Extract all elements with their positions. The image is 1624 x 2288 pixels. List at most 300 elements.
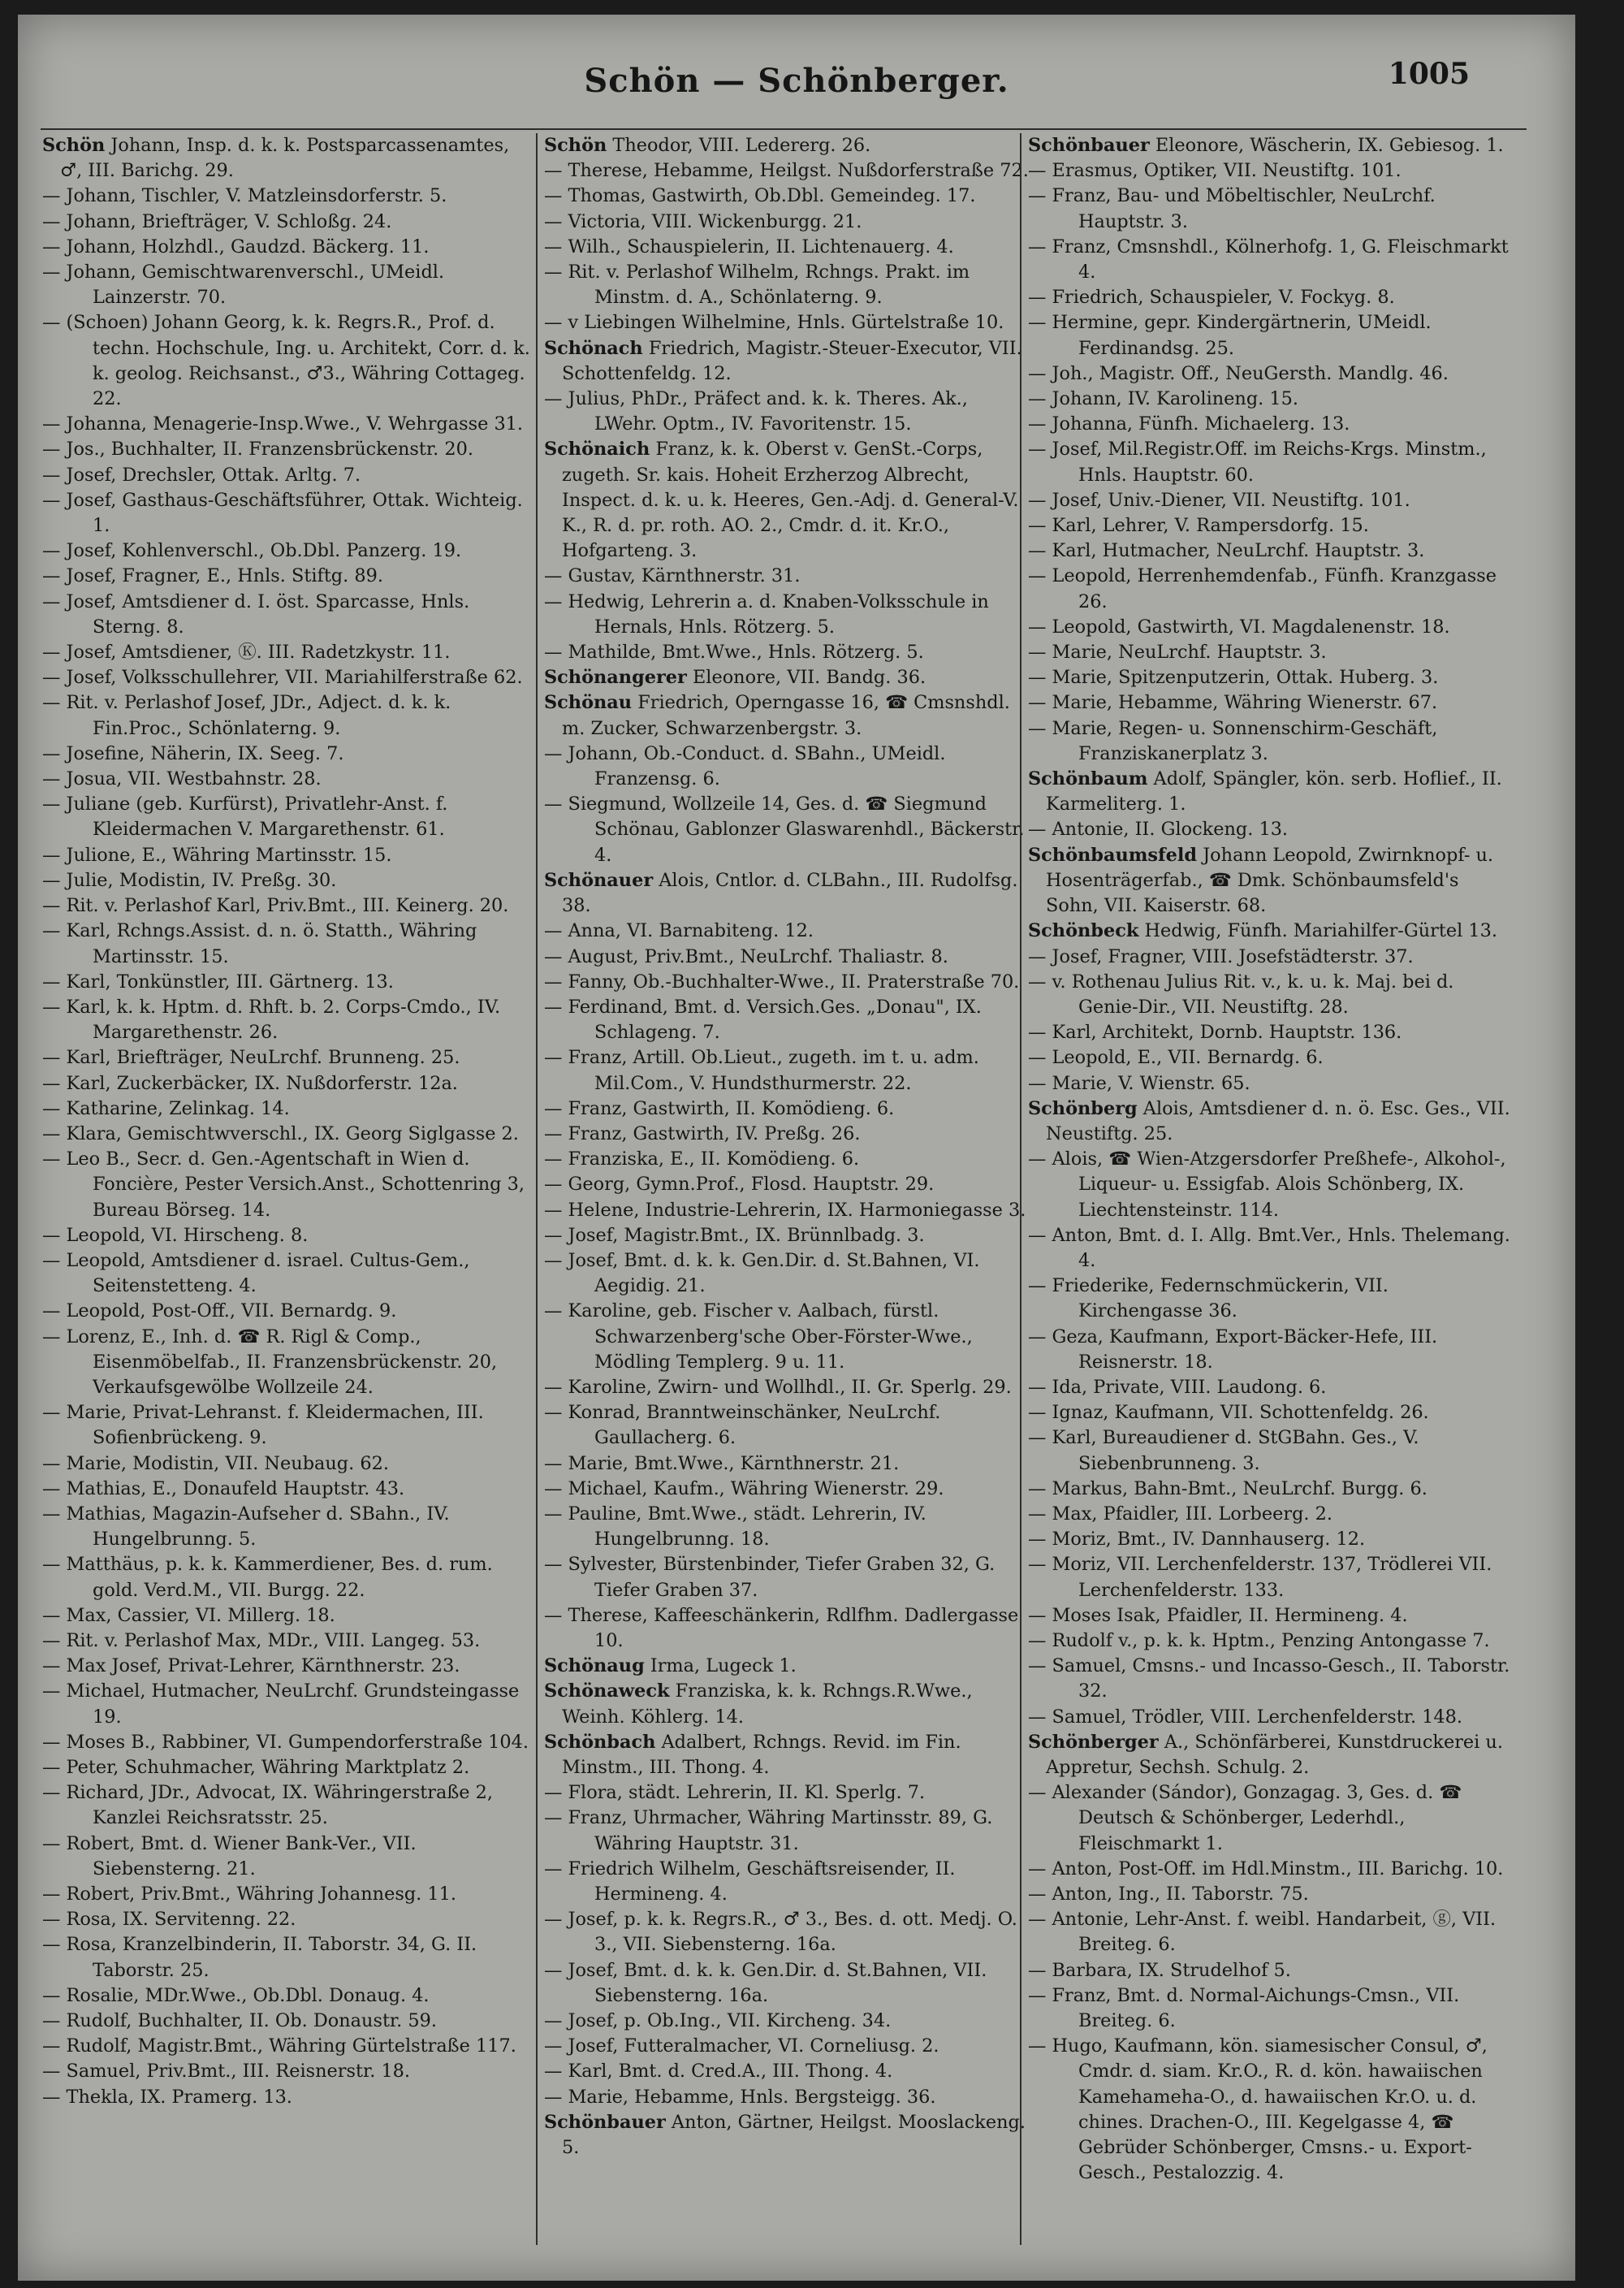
directory-entry: [1028, 640, 1517, 665]
directory-entry: [544, 1654, 1033, 1679]
directory-entry: [1028, 361, 1517, 387]
entry-text: — Karl, Rchngs.Assist. d. n. ö. Statth., Währing Martinsstr. 15.: [42, 920, 477, 967]
directory-entry: [1028, 716, 1517, 767]
entry-text: — Rudolf v., p. k. k. Hptm., Penzing Antongasse 7.: [1028, 1629, 1490, 1651]
entry-text: — Rudolf, Magistr.Bmt., Währing Gürtelstraße 117.: [42, 2035, 516, 2057]
directory-entry: [544, 1198, 1033, 1223]
entry-surname: Schönau: [544, 692, 633, 714]
entry-text: — Max, Pfaidler, III. Lorbeerg. 2.: [1028, 1503, 1333, 1525]
entry-text: Hedwig, Fünfh. Mariahilfer-Gürtel 13.: [1138, 920, 1497, 942]
entry-text: — Johann, Gemischtwarenverschl., UMeidl. Lainzerstr. 70.: [42, 262, 445, 309]
directory-entry: [42, 2085, 531, 2110]
directory-entry: [544, 2085, 1033, 2110]
entry-text: Irma, Lugeck 1.: [644, 1655, 797, 1677]
entry-text: Johann Leopold, Zwirnknopf- u. Hosenträgerfab., ☎ Dmk. Schönbaumsfeld's Sohn, VII. Kaiserstr. 68.: [1046, 844, 1494, 917]
entry-surname: Schönach: [544, 337, 643, 359]
directory-entry: [544, 1907, 1033, 1957]
directory-entry: [1028, 817, 1517, 842]
entry-surname: Schönangerer: [544, 667, 687, 689]
entry-text: — Georg, Gymn.Prof., Flosd. Hauptstr. 29.: [544, 1174, 935, 1196]
entry-text: — Marie, Modistin, VII. Neubaug. 62.: [42, 1452, 389, 1474]
directory-entry: [1028, 513, 1517, 538]
entry-text: — Marie, Hebamme, Hnls. Bergsteigg. 36.: [544, 2086, 936, 2108]
entry-surname: Schönbauer: [1028, 135, 1150, 156]
entry-text: — Josef, Mil.Registr.Off. im Reichs-Krgs. Minstm., Hnls. Hauptstr. 60.: [1028, 439, 1487, 486]
directory-entry: [1028, 1477, 1517, 1502]
directory-entry: [1028, 1983, 1517, 2034]
entry-text: — Karl, Zuckerbäcker, IX. Nußdorferstr. 12a.: [42, 1072, 458, 1094]
directory-entry: [42, 742, 531, 767]
directory-entry: [42, 538, 531, 564]
directory-entry: [42, 488, 531, 538]
entry-text: — Robert, Bmt. d. Wiener Bank-Ver., VII. Siebensterng. 21.: [42, 1832, 417, 1879]
entry-text: — Leopold, Herrenhemdenfab., Fünfh. Kranzgasse 26.: [1028, 565, 1497, 612]
directory-entry: [1028, 285, 1517, 310]
directory-entry: [544, 742, 1033, 792]
entry-text: — Franz, Bmt. d. Normal-Aichungs-Cmsn., VII. Breiteg. 6.: [1028, 1984, 1460, 2032]
directory-entry: [42, 1882, 531, 1907]
entry-text: — Thomas, Gastwirth, Ob.Dbl. Gemeindeg. 17.: [544, 185, 976, 207]
directory-entry: [544, 919, 1033, 944]
page-title: Schön — Schönberger.: [584, 62, 1009, 100]
entry-text: Friedrich, Magistr.-Steuer-Executor, VII. Schottenfeldg. 12.: [562, 337, 1022, 384]
directory-entry: [1028, 488, 1517, 513]
column-3: [1028, 133, 1517, 2245]
entry-text: — Samuel, Cmsns.- und Incasso-Gesch., II. Taborstr. 32.: [1028, 1655, 1510, 1702]
entry-text: Adolf, Spängler, kön. serb. Hoflief., II. Karmeliterg. 1.: [1046, 768, 1502, 815]
entry-text: — Hermine, gepr. Kindergärtnerin, UMeidl. Ferdinandsg. 25.: [1028, 312, 1432, 359]
entry-text: — Josef, Bmt. d. k. k. Gen.Dir. d. St.Bahnen, VI. Aegidig. 21.: [544, 1249, 980, 1297]
directory-entry: [544, 260, 1033, 310]
entry-text: — Josef, Univ.-Diener, VII. Neustiftg. 101.: [1028, 489, 1410, 511]
directory-entry: [1028, 970, 1517, 1020]
directory-entry: [1028, 1907, 1517, 1957]
directory-entry: [1028, 1400, 1517, 1425]
entry-text: — Karoline, geb. Fischer v. Aalbach, fürstl. Schwarzenberg'sche Ober-Förster-Wwe., Mödling Templerg. 9 u. 11.: [544, 1300, 973, 1373]
directory-entry: [544, 665, 1033, 690]
entry-text: — Josua, VII. Westbahnstr. 28.: [42, 768, 322, 790]
entry-text: — Julie, Modistin, IV. Preßg. 30.: [42, 869, 337, 891]
directory-entry: [1028, 437, 1517, 487]
directory-entry: [544, 1451, 1033, 1477]
directory-entry: [1028, 1552, 1517, 1602]
directory-entry: [544, 1603, 1033, 1654]
directory-entry: [544, 1780, 1033, 1806]
entry-text: Alois, Cntlor. d. CLBahn., III. Rudolfsg. 38.: [562, 869, 1018, 917]
entry-text: A., Schönfärberei, Kunstdruckerei u. Appretur, Sechsh. Schulg. 2.: [1046, 1731, 1503, 1778]
entry-text: Johann, Insp. d. k. k. Postsparcassenamtes, ♂, III. Barichg. 29.: [60, 135, 510, 182]
directory-entry: [544, 1045, 1033, 1096]
entry-text: — Marie, Spitzenputzerin, Ottak. Huberg. 3.: [1028, 667, 1439, 689]
entry-text: — Josef, Fragner, VIII. Josefstädterstr. 37.: [1028, 945, 1414, 967]
directory-entry: [42, 463, 531, 488]
entry-text: — Franz, Bau- und Möbeltischler, NeuLrchf. Hauptstr. 3.: [1028, 185, 1436, 232]
entry-text: — Michael, Hutmacher, NeuLrchf. Grundsteingasse 19.: [42, 1680, 520, 1728]
entry-text: — Max Josef, Privat-Lehrer, Kärnthnerstr. 23.: [42, 1655, 460, 1677]
entry-text: — Leopold, Gastwirth, VI. Magdalenenstr. 18.: [1028, 616, 1450, 638]
directory-entry: [1028, 158, 1517, 184]
entry-text: — Erasmus, Optiker, VII. Neustiftg. 101.: [1028, 160, 1402, 182]
directory-entry: [544, 970, 1033, 995]
entry-text: — Robert, Priv.Bmt., Währing Johannesg. 11.: [42, 1884, 456, 1905]
entry-text: — Hugo, Kaufmann, kön. siamesischer Consul, ♂, Cmdr. d. siam. Kr.O., R. d. kön. hawaiischen Kamehameha-O., d. hawaiischen Kr.O. u. d. chines. Drachen-O., III. Kegelgasse 4, ☎ Gebrüder Schönberger, Cmsns.- u. Export-Gesch., Pestalozzig. 4.: [1028, 2035, 1488, 2184]
entry-text: — Rit. v. Perlashof Max, MDr., VIII. Langeg. 53.: [42, 1629, 481, 1651]
column-1: [42, 133, 531, 2245]
entry-text: — Leopold, VI. Hirscheng. 8.: [42, 1224, 309, 1246]
entry-text: — Antonie, II. Glockeng. 13.: [1028, 819, 1289, 841]
entry-text: — Ida, Private, VIII. Laudong. 6.: [1028, 1376, 1327, 1398]
entry-surname: Schön: [544, 135, 607, 156]
directory-entry: [1028, 615, 1517, 640]
entry-text: — Thekla, IX. Pramerg. 13.: [42, 2086, 292, 2108]
directory-entry: [42, 184, 531, 209]
entry-text: Eleonore, Wäscherin, IX. Gebiesog. 1.: [1149, 135, 1504, 156]
entry-text: — Rit. v. Perlashof Karl, Priv.Bmt., III. Keinerg. 20.: [42, 895, 509, 917]
directory-entry: [1028, 235, 1517, 285]
directory-entry: [544, 1502, 1033, 1552]
entry-text: — Karl, Bureaudiener d. StGBahn. Ges., V. Siebenbrunneng. 3.: [1028, 1427, 1419, 1474]
entry-text: — Ferdinand, Bmt. d. Versich.Ges. „Donau", IX. Schlageng. 7.: [544, 996, 982, 1044]
directory-entry: [42, 767, 531, 792]
entry-text: — August, Priv.Bmt., NeuLrchf. Thaliastr. 8.: [544, 945, 948, 967]
entry-text: — Karl, Briefträger, NeuLrchf. Brunneng. 25.: [42, 1047, 460, 1069]
directory-entry: [1028, 1071, 1517, 1096]
directory-entry: [42, 1147, 531, 1223]
directory-entry: [1028, 1958, 1517, 1983]
entry-text: — Josef, Magistr.Bmt., IX. Brünnlbadg. 3.: [544, 1224, 925, 1246]
entry-text: — Leo B., Secr. d. Gen.-Agentschaft in Wien d. Foncière, Pester Versich.Anst., Schottenring 3, Bureau Börseg. 14.: [42, 1148, 525, 1221]
directory-entry: [42, 1780, 531, 1831]
entry-text: — Mathias, Magazin-Aufseher d. SBahn., IV. Hungelbrunng. 5.: [42, 1503, 450, 1551]
directory-entry: [544, 792, 1033, 868]
directory-entry: [1028, 1147, 1517, 1223]
entry-text: — Jos., Buchhalter, II. Franzensbrückenstr. 20.: [42, 439, 473, 461]
entry-text: — Leopold, Post-Off., VII. Bernardg. 9.: [42, 1300, 397, 1322]
entry-text: — Matthäus, p. k. k. Kammerdiener, Bes. d. rum. gold. Verd.M., VII. Burgg. 22.: [42, 1554, 493, 1601]
directory-entry: [42, 1122, 531, 1147]
entry-text: — (Schoen) Johann Georg, k. k. Regrs.R., Prof. d. techn. Hochschule, Ing. u. Architekt, Corr. d. k. k. geolog. Reichsanst., ♂3., Währing Cottageg. 22.: [42, 312, 530, 410]
entry-text: — Victoria, VIII. Wickenburgg. 21.: [544, 210, 862, 232]
entry-surname: Schönbeck: [1028, 920, 1139, 942]
directory-entry: [42, 1552, 531, 1602]
entry-text: Adalbert, Rchngs. Revid. im Fin. Minstm., III. Thong. 4.: [562, 1731, 961, 1778]
directory-entry: [42, 1248, 531, 1299]
entry-text: — Johann, IV. Karolineng. 15.: [1028, 388, 1298, 410]
entry-text: — Josef, Bmt. d. k. k. Gen.Dir. d. St.Bahnen, VII. Siebensterng. 16a.: [544, 1959, 987, 2006]
entry-text: — Leopold, Amtsdiener d. israel. Cultus-Gem., Seitenstetteng. 4.: [42, 1249, 470, 1297]
directory-entry: [42, 1907, 531, 1932]
entry-text: — Anna, VI. Barnabiteng. 12.: [544, 920, 814, 942]
entry-surname: Schönberger: [1028, 1731, 1159, 1753]
entry-text: — Josef, Futteralmacher, VI. Corneliusg. 2.: [544, 2035, 939, 2057]
directory-entry: [1028, 690, 1517, 716]
column-divider: [1020, 133, 1021, 2245]
entry-surname: Schönaweck: [544, 1680, 670, 1702]
directory-entry: [544, 1147, 1033, 1172]
entry-text: — Peter, Schuhmacher, Währing Marktplatz 2.: [42, 1757, 470, 1778]
entry-text: — Josef, Drechsler, Ottak. Arltg. 7.: [42, 464, 361, 486]
entry-text: — Johann, Tischler, V. Matzleinsdorferstr. 5.: [42, 185, 447, 207]
directory-entry: [544, 995, 1033, 1045]
directory-entry: [42, 2034, 531, 2059]
directory-entry: [42, 995, 531, 1045]
directory-entry: [544, 945, 1033, 970]
directory-entry: [1028, 1705, 1517, 1730]
directory-entry: [42, 590, 531, 640]
directory-entry: [544, 590, 1033, 640]
entry-text: — Marie, Hebamme, Währing Wienerstr. 67.: [1028, 692, 1438, 714]
directory-entry: [1028, 919, 1517, 944]
entry-surname: Schönbauer: [544, 2111, 666, 2133]
directory-entry: [42, 1400, 531, 1451]
directory-entry: [1028, 1654, 1517, 1704]
directory-entry: [1028, 1045, 1517, 1070]
entry-text: — Gustav, Kärnthnerstr. 31.: [544, 565, 801, 587]
column-divider: [536, 133, 538, 2245]
entry-text: — Antonie, Lehr-Anst. f. weibl. Handarbeit, ⓖ, VII. Breiteg. 6.: [1028, 1909, 1497, 1956]
directory-entry: [544, 210, 1033, 235]
directory-entry: [544, 564, 1033, 589]
entry-text: — Katharine, Zelinkag. 14.: [42, 1097, 290, 1119]
directory-entry: [1028, 1857, 1517, 1882]
entry-surname: Schönauer: [544, 869, 654, 891]
entry-text: — Mathilde, Bmt.Wwe., Hnls. Rötzerg. 5.: [544, 642, 924, 664]
directory-entry: [1028, 564, 1517, 614]
entry-text: — Josef, Amtsdiener, Ⓚ. III. Radetzkystr. 11.: [42, 642, 451, 664]
entry-surname: Schönbach: [544, 1731, 656, 1753]
directory-entry: [544, 387, 1033, 437]
entry-text: — Samuel, Priv.Bmt., III. Reisnerstr. 18.: [42, 2061, 411, 2083]
directory-entry: [42, 970, 531, 995]
directory-entry: [1028, 1882, 1517, 1907]
directory-entry: [544, 1730, 1033, 1780]
entry-text: — Samuel, Trödler, VIII. Lerchenfelderstr. 148.: [1028, 1706, 1463, 1728]
directory-entry: [544, 1223, 1033, 1248]
entry-text: — Therese, Kaffeeschänkerin, Rdlfhm. Dadlergasse 10.: [544, 1604, 1019, 1651]
directory-entry: [42, 564, 531, 589]
directory-entry: [1028, 843, 1517, 919]
entry-text: — Marie, Regen- u. Sonnenschirm-Geschäft, Franziskanerplatz 3.: [1028, 717, 1438, 764]
directory-entry: [544, 336, 1033, 387]
entry-text: — Rosalie, MDr.Wwe., Ob.Dbl. Donaug. 4.: [42, 1984, 430, 2006]
directory-entry: [42, 2059, 531, 2084]
entry-text: — Karl, Hutmacher, NeuLrchf. Hauptstr. 3.: [1028, 540, 1425, 562]
directory-entry: [42, 1932, 531, 1983]
entry-surname: Schönaich: [544, 439, 650, 461]
entry-text: — Karoline, Zwirn- und Wollhdl., II. Gr. Sperlg. 29.: [544, 1376, 1012, 1398]
entry-text: — Josef, p. k. k. Regrs.R., ♂ 3., Bes. d. ott. Medj. O. 3., VII. Siebensterng. 16a.: [544, 1909, 1017, 1956]
entry-text: — Marie, Privat-Lehranst. f. Kleidermachen, III. Sofienbrückeng. 9.: [42, 1402, 484, 1449]
entry-text: — Markus, Bahn-Bmt., NeuLrchf. Burgg. 6.: [1028, 1477, 1427, 1499]
directory-entry: [42, 2009, 531, 2034]
entry-text: Friedrich, Operngasse 16, ☎ Cmsnshdl. m. Zucker, Schwarzenbergstr. 3.: [562, 692, 1010, 739]
entry-text: — Josef, Fragner, E., Hnls. Stiftg. 89.: [42, 565, 383, 587]
directory-entry: [42, 1755, 531, 1780]
entry-text: — Rit. v. Perlashof Wilhelm, Rchngs. Prakt. im Minstm. d. A., Schönlaterng. 9.: [544, 262, 970, 309]
entry-surname: Schönbaum: [1028, 768, 1148, 790]
entry-text: — Franz, Gastwirth, IV. Preßg. 26.: [544, 1122, 861, 1144]
directory-entry: [544, 690, 1033, 741]
directory-entry: [42, 437, 531, 462]
entry-text: — Alexander (Sándor), Gonzagag. 3, Ges. d. ☎ Deutsch & Schönberger, Lederhdl., Fleischmarkt 1.: [1028, 1782, 1462, 1854]
directory-entry: [544, 1375, 1033, 1400]
directory-entry: [42, 1502, 531, 1552]
directory-entry: [1028, 184, 1517, 234]
entry-text: Franziska, k. k. Rchngs.R.Wwe., Weinh. Köhlerg. 14.: [562, 1680, 973, 1728]
directory-entry: [544, 158, 1033, 184]
entry-text: — Ignaz, Kaufmann, VII. Schottenfeldg. 26.: [1028, 1402, 1429, 1424]
entry-text: — Johann, Briefträger, V. Schloßg. 24.: [42, 210, 392, 232]
entry-text: — Geza, Kaufmann, Export-Bäcker-Hefe, III. Reisnerstr. 18.: [1028, 1326, 1438, 1373]
entry-text: — Marie, NeuLrchf. Hauptstr. 3.: [1028, 642, 1327, 664]
directory-entry: [1028, 767, 1517, 817]
directory-entry: [544, 2009, 1033, 2034]
directory-entry: [544, 235, 1033, 260]
directory-entry: [42, 792, 531, 842]
entry-text: — Josef, Volksschullehrer, VII. Mariahilferstraße 62.: [42, 667, 523, 689]
directory-entry: [544, 1477, 1033, 1502]
directory-entry: [42, 260, 531, 310]
directory-entry: [1028, 1730, 1517, 1780]
directory-entry: [1028, 1628, 1517, 1654]
entry-text: — Juliane (geb. Kurfürst), Privatlehr-Anst. f. Kleidermachen V. Margarethenstr. 61.: [42, 794, 448, 841]
directory-entry: [544, 133, 1033, 158]
directory-entry: [42, 1730, 531, 1755]
entry-text: — Barbara, IX. Strudelhof 5.: [1028, 1959, 1291, 1981]
directory-entry: [1028, 387, 1517, 412]
entry-text: — Karl, Tonkünstler, III. Gärtnerg. 13.: [42, 971, 394, 993]
directory-entry: [42, 1223, 531, 1248]
entry-text: — v. Rothenau Julius Rit. v., k. u. k. Maj. bei d. Genie-Dir., VII. Neustiftg. 28.: [1028, 971, 1454, 1018]
directory-entry: [544, 1679, 1033, 1729]
entry-text: — Max, Cassier, VI. Millerg. 18.: [42, 1604, 335, 1626]
entry-text: — Hedwig, Lehrerin a. d. Knaben-Volksschule in Hernals, Hnls. Rötzerg. 5.: [544, 590, 989, 638]
directory-entry: [544, 310, 1033, 335]
entry-text: — Moriz, VII. Lerchenfelderstr. 137, Trödlerei VII. Lerchenfelderstr. 133.: [1028, 1554, 1492, 1601]
directory-entry: [1028, 412, 1517, 437]
entry-text: — Marie, Bmt.Wwe., Kärnthnerstr. 21.: [544, 1452, 900, 1474]
entry-text: — Johanna, Fünfh. Michaelerg. 13.: [1028, 413, 1350, 435]
directory-entry: [42, 1045, 531, 1070]
directory-entry: [42, 133, 531, 184]
entry-text: — Karl, k. k. Hptm. d. Rhft. b. 2. Corps-Cmdo., IV. Margarethenstr. 26.: [42, 996, 501, 1044]
directory-entry: [42, 1603, 531, 1628]
directory-entry: [544, 1096, 1033, 1122]
directory-entry: [544, 1172, 1033, 1197]
entry-text: — Rit. v. Perlashof Josef, JDr., Adject. d. k. k. Fin.Proc., Schönlaterng. 9.: [42, 692, 451, 739]
entry-text: — Josef, Kohlenverschl., Ob.Dbl. Panzerg. 19.: [42, 540, 462, 562]
entry-text: — Sylvester, Bürstenbinder, Tiefer Graben 32, G. Tiefer Graben 37.: [544, 1554, 996, 1601]
entry-text: — Josef, Gasthaus-Geschäftsführer, Ottak. Wichteig. 1.: [42, 489, 523, 537]
directory-entry: [1028, 945, 1517, 970]
entry-text: Franz, k. k. Oberst v. GenSt.-Corps, zugeth. Sr. kais. Hoheit Erzherzog Albrecht, Inspect. d. k. u. k. Heeres, Gen.-Adj. d. General-V. K., R. d. pr. roth. AO. 2., Cmdr. d. it. Kr.O., Hofgarteng. 3.: [562, 439, 1019, 562]
directory-entry: [1028, 1502, 1517, 1527]
entry-text: — Julione, E., Währing Martinsstr. 15.: [42, 844, 392, 866]
directory-entry: [42, 1071, 531, 1096]
column-2: [544, 133, 1033, 2245]
directory-entry: [1028, 1603, 1517, 1628]
directory-entry: [544, 1806, 1033, 1856]
directory-entry: [42, 1983, 531, 2009]
entry-text: — Karl, Bmt. d. Cred.A., III. Thong. 4.: [544, 2061, 893, 2083]
directory-entry: [544, 1122, 1033, 1147]
directory-entry: [544, 868, 1033, 919]
directory-entry: [544, 1958, 1033, 2009]
entry-text: — Anton, Post-Off. im Hdl.Minstm., III. Barichg. 10.: [1028, 1858, 1504, 1879]
directory-entry: [544, 184, 1033, 209]
directory-page: [18, 15, 1575, 2281]
directory-entry: [42, 1679, 531, 1729]
directory-entry: [544, 1400, 1033, 1451]
entry-text: — Flora, städt. Lehrerin, II. Kl. Sperlg. 7.: [544, 1782, 926, 1804]
entry-text: — Rudolf, Buchhalter, II. Ob. Donaustr. 59.: [42, 2010, 438, 2032]
entry-text: — Franziska, E., II. Komödieng. 6.: [544, 1148, 860, 1170]
entry-text: — Konrad, Branntweinschänker, NeuLrchf. Gaullacherg. 6.: [544, 1402, 941, 1449]
entry-text: — Therese, Hebamme, Heilgst. Nußdorferstraße 72.: [544, 160, 1029, 182]
entry-text: — Klara, Gemischtwverschl., IX. Georg Siglgasse 2.: [42, 1122, 519, 1144]
directory-entry: [42, 1451, 531, 1477]
entry-text: — Richard, JDr., Advocat, IX. Währingerstraße 2, Kanzlei Reichsratsstr. 25.: [42, 1782, 494, 1829]
entry-surname: Schön: [42, 135, 106, 156]
entry-text: Eleonore, VII. Bandg. 36.: [686, 667, 926, 689]
directory-entry: [1028, 1223, 1517, 1274]
directory-entry: [544, 437, 1033, 564]
entry-text: — Marie, V. Wienstr. 65.: [1028, 1072, 1250, 1094]
entry-text: — Anton, Bmt. d. I. Allg. Bmt.Ver., Hnls. Thelemang. 4.: [1028, 1224, 1510, 1271]
entry-text: — Helene, Industrie-Lehrerin, IX. Harmoniegasse 3.: [544, 1199, 1026, 1221]
entry-text: — Josef, p. Ob.Ing., VII. Kircheng. 34.: [544, 2010, 892, 2032]
entry-surname: Schönbaumsfeld: [1028, 844, 1198, 866]
entry-text: — Josef, Amtsdiener d. I. öst. Sparcasse, Hnls. Sterng. 8.: [42, 590, 470, 638]
directory-entry: [1028, 1780, 1517, 1857]
entry-surname: Schönaug: [544, 1655, 645, 1677]
directory-entry: [1028, 538, 1517, 564]
directory-entry: [42, 893, 531, 919]
entry-text: — Moses B., Rabbiner, VI. Gumpendorferstraße 104.: [42, 1731, 529, 1753]
directory-entry: [1028, 1325, 1517, 1375]
directory-entry: [42, 1654, 531, 1679]
header-rule: [41, 128, 1527, 130]
entry-text: — Michael, Kaufm., Währing Wienerstr. 29.: [544, 1477, 944, 1499]
directory-entry: [42, 843, 531, 868]
entry-text: — Friedrich, Schauspieler, V. Fockyg. 8.: [1028, 287, 1395, 309]
entry-text: — Mathias, E., Donaufeld Hauptstr. 43.: [42, 1477, 405, 1499]
entry-text: — Johann, Holzhdl., Gaudzd. Bäckerg. 11.: [42, 236, 430, 257]
directory-entry: [42, 412, 531, 437]
directory-entry: [42, 640, 531, 665]
directory-entry: [42, 1477, 531, 1502]
directory-entry: [42, 1628, 531, 1654]
directory-entry: [544, 1552, 1033, 1602]
directory-entry: [42, 690, 531, 741]
entry-text: — Franz, Cmsnshdl., Kölnerhofg. 1, G. Fleischmarkt 4.: [1028, 236, 1509, 283]
directory-entry: [1028, 2034, 1517, 2186]
entry-text: — Franz, Artill. Ob.Lieut., zugeth. im t. u. adm. Mil.Com., V. Hundsthurmerstr. 22.: [544, 1047, 979, 1094]
directory-entry: [1028, 1020, 1517, 1045]
entry-text: — Johann, Ob.-Conduct. d. SBahn., UMeidl. Franzensg. 6.: [544, 742, 946, 790]
entry-text: — Siegmund, Wollzeile 14, Ges. d. ☎ Siegmund Schönau, Gablonzer Glaswarenhdl., Bäckerstr. 4.: [544, 794, 1025, 866]
directory-entry: [42, 310, 531, 412]
entry-text: Anton, Gärtner, Heilgst. Mooslackeng. 5.: [562, 2111, 1026, 2159]
entry-text: — Josefine, Näherin, IX. Seeg. 7.: [42, 742, 344, 764]
directory-entry: [42, 868, 531, 893]
entry-surname: Schönberg: [1028, 1097, 1138, 1119]
entry-text: — Friederike, Federnschmückerin, VII. Kirchengasse 36.: [1028, 1275, 1389, 1322]
directory-entry: [42, 1096, 531, 1122]
directory-entry: [42, 1325, 531, 1401]
entry-text: — Lorenz, E., Inh. d. ☎ R. Rigl & Comp., Eisenmöbelfab., II. Franzensbrückenstr. 20, Verkaufsgewölbe Wollzeile 24.: [42, 1326, 498, 1398]
directory-entry: [42, 919, 531, 969]
